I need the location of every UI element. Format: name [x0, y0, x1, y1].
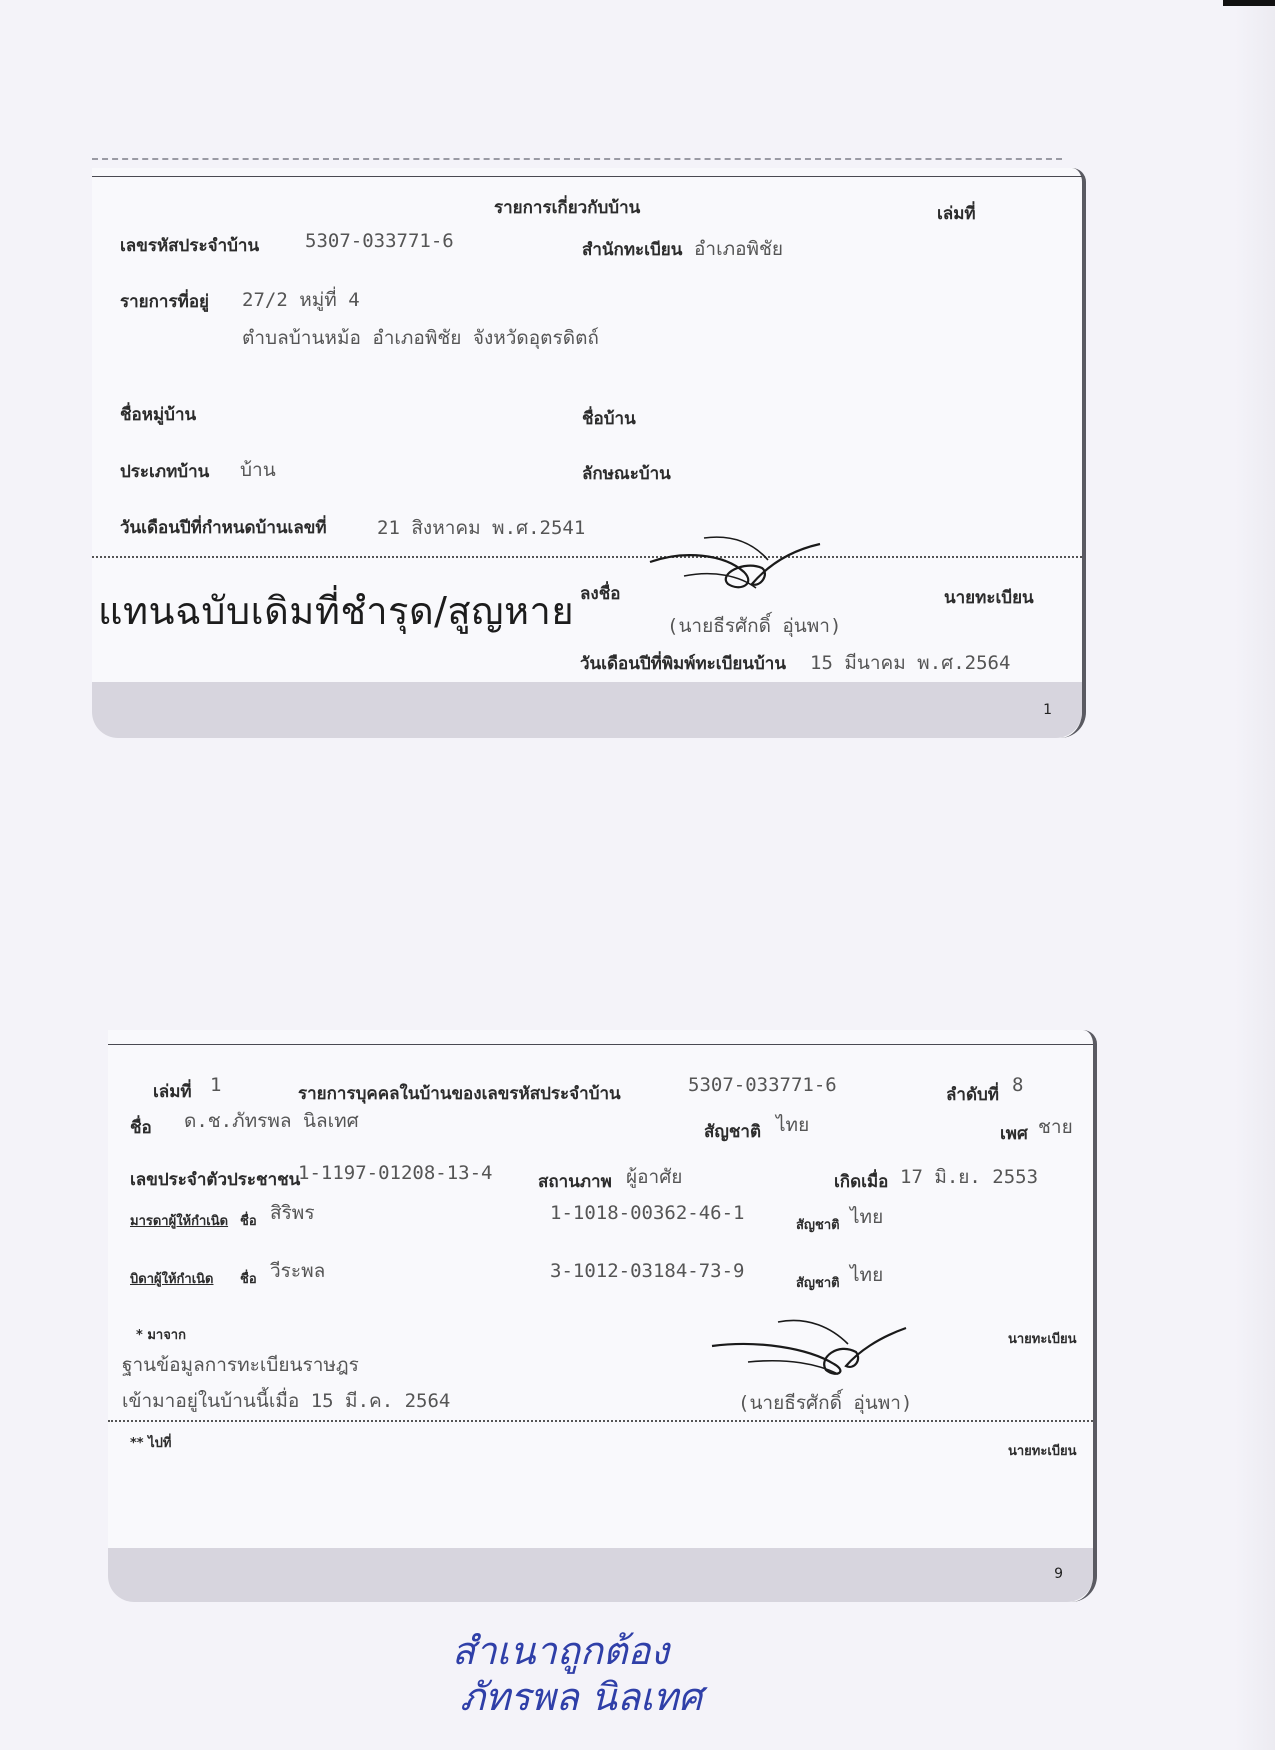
status-label: สถานภาพ	[538, 1172, 612, 1192]
registrar-name: (นายธีรศักดิ์ อุ่นพา)	[667, 615, 842, 637]
footer-band	[108, 1548, 1093, 1602]
book-number: 1	[210, 1074, 222, 1096]
mother-nationality: ไทย	[850, 1206, 884, 1228]
number-date-value: 21 สิงหาคม พ.ศ.2541	[377, 517, 586, 539]
handwritten-certification: สำเนาถูกต้อง	[452, 1629, 669, 1673]
id-value: 1-1197-01208-13-4	[298, 1162, 493, 1184]
registrar-signature	[708, 1312, 908, 1382]
page-number: 9	[1054, 1566, 1063, 1582]
dotted-rule	[108, 1420, 1093, 1422]
father-nationality-label: สัญชาติ	[796, 1276, 840, 1291]
mother-name-label: ชื่อ	[240, 1214, 257, 1229]
sex-label: เพศ	[1000, 1124, 1028, 1144]
address-line1: 27/2 หมู่ที่ 4	[242, 289, 360, 311]
office-value: อำเภอพิชัย	[694, 238, 784, 260]
address-label: รายการที่อยู่	[120, 292, 209, 312]
book-label: เล่มที่	[153, 1082, 192, 1102]
house-code-value: 5307-033771-6	[688, 1074, 837, 1096]
name-label: ชื่อ	[130, 1118, 152, 1138]
registrar-label: นายทะเบียน	[1008, 1332, 1077, 1347]
page-number: 1	[1043, 702, 1052, 718]
moved-in-date: เข้ามาอยู่ในบ้านนี้เมื่อ 15 มี.ค. 2564	[122, 1390, 451, 1412]
from-value: ฐานข้อมูลการทะเบียนราษฎร	[122, 1354, 359, 1376]
mother-label: มารดาผู้ให้กำเนิด	[130, 1214, 229, 1229]
print-date-value: 15 มีนาคม พ.ศ.2564	[810, 652, 1011, 674]
id-label: เลขประจำตัวประชาชน	[130, 1170, 301, 1190]
footer-band	[92, 682, 1082, 738]
scan-corner-mark	[1223, 0, 1275, 6]
mother-name: สิริพร	[270, 1202, 315, 1224]
order-number: 8	[1012, 1074, 1024, 1096]
sign-label: ลงชื่อ	[580, 584, 621, 604]
sex-value: ชาย	[1038, 1116, 1073, 1138]
to-label: ** ไปที่	[130, 1436, 172, 1451]
registrar-name: (นายธีรศักดิ์ อุ่นพา)	[738, 1392, 913, 1414]
top-rule	[92, 176, 1082, 177]
mother-id: 1-1018-00362-46-1	[550, 1202, 745, 1224]
dotted-rule	[92, 556, 1082, 558]
from-label: * มาจาก	[136, 1328, 186, 1343]
perforation-line	[92, 158, 1062, 160]
top-rule	[108, 1044, 1093, 1045]
house-type-label: ประเภทบ้าน	[120, 462, 210, 482]
house-name-label: ชื่อบ้าน	[582, 409, 636, 429]
house-record-title: รายการเกี่ยวกับบ้าน	[494, 198, 641, 218]
person-record-title: รายการบุคคลในบ้านของเลขรหัสประจำบ้าน	[298, 1084, 621, 1104]
person-record-card	[108, 1030, 1097, 1602]
house-code-label: เลขรหัสประจำบ้าน	[120, 236, 260, 256]
registrar-label: นายทะเบียน	[944, 588, 1034, 608]
house-record-card	[92, 168, 1086, 738]
status-value: ผู้อาศัย	[626, 1166, 683, 1188]
order-label: ลำดับที่	[946, 1085, 1000, 1105]
house-code-value: 5307-033771-6	[305, 230, 454, 252]
father-name: วีระพล	[270, 1260, 326, 1282]
mother-nationality-label: สัญชาติ	[796, 1218, 840, 1233]
replacement-stamp: แทนฉบับเดิมที่ชำรุด/สูญหาย	[98, 589, 575, 633]
father-label: บิดาผู้ให้กำเนิด	[130, 1272, 214, 1287]
house-feature-label: ลักษณะบ้าน	[582, 464, 671, 484]
office-label: สำนักทะเบียน	[582, 240, 683, 260]
handwritten-name: ภัทรพล นิลเทศ	[460, 1675, 703, 1719]
registrar-signature	[644, 530, 824, 600]
nationality-value: ไทย	[776, 1114, 810, 1136]
born-value: 17 มิ.ย. 2553	[900, 1166, 1039, 1188]
father-name-label: ชื่อ	[240, 1272, 257, 1287]
born-label: เกิดเมื่อ	[834, 1172, 889, 1192]
scan-edge	[1235, 0, 1275, 1750]
house-type-value: บ้าน	[240, 459, 276, 481]
registrar-label-2: นายทะเบียน	[1008, 1444, 1077, 1459]
person-name: ด.ช.ภัทรพล นิลเทศ	[184, 1110, 359, 1132]
village-label: ชื่อหมู่บ้าน	[120, 405, 197, 425]
book-label: เล่มที่	[937, 204, 976, 224]
nationality-label: สัญชาติ	[704, 1122, 761, 1142]
address-line2: ตำบลบ้านหม้อ อำเภอพิชัย จังหวัดอุตรดิตถ์	[242, 327, 599, 349]
father-nationality: ไทย	[850, 1264, 884, 1286]
number-date-label: วันเดือนปีที่กำหนดบ้านเลขที่	[120, 518, 327, 538]
print-date-label: วันเดือนปีที่พิมพ์ทะเบียนบ้าน	[580, 654, 786, 674]
father-id: 3-1012-03184-73-9	[550, 1260, 745, 1282]
